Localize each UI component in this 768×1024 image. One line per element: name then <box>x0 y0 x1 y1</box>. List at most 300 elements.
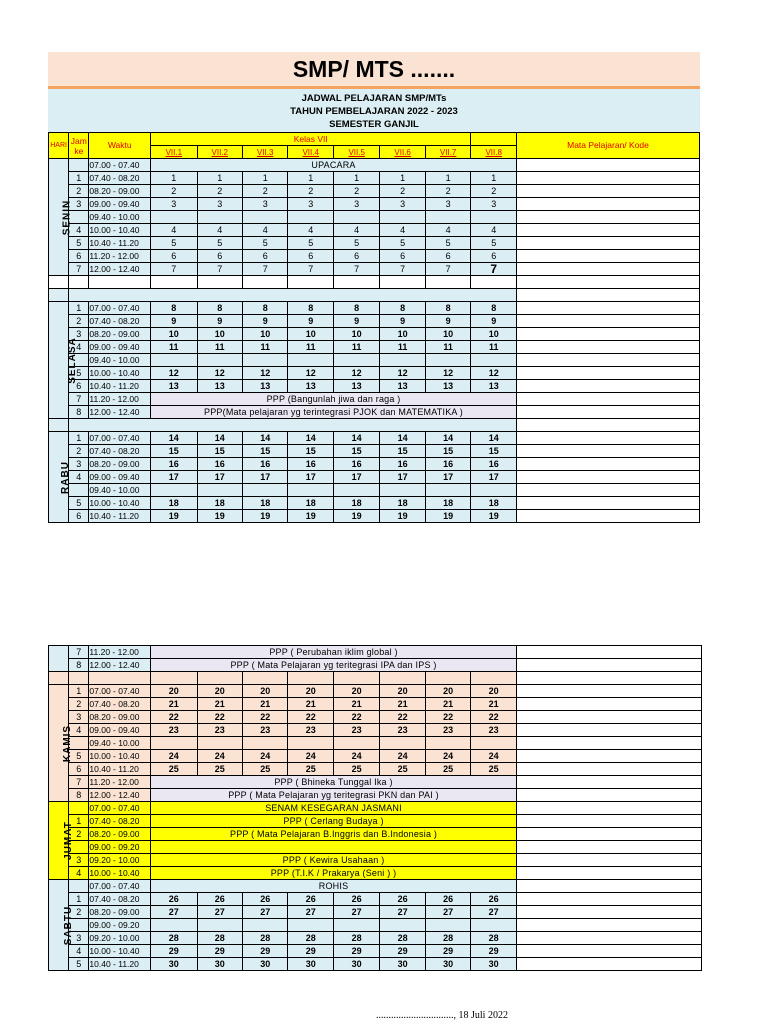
class-7-cell: 21 <box>425 698 470 711</box>
class-8-cell: 30 <box>471 958 517 971</box>
class-4-cell: 21 <box>288 698 333 711</box>
mapel-cell <box>517 380 700 393</box>
class-1-cell <box>151 484 197 497</box>
mapel-cell <box>517 159 700 172</box>
class-1-cell: 14 <box>151 432 197 445</box>
mapel-cell <box>517 276 700 289</box>
class-4-cell: 22 <box>288 711 333 724</box>
schedule-row <box>49 172 517 185</box>
class-5-cell: 17 <box>333 471 379 484</box>
mapel-row <box>517 185 700 198</box>
day-label-sabtu <box>49 880 75 971</box>
class-8-cell: 12 <box>471 367 517 380</box>
class-2-cell: 9 <box>197 315 242 328</box>
class-4-cell: 13 <box>288 380 333 393</box>
waktu-cell: 07.00 - 07.40 <box>89 159 151 172</box>
class-1-cell: 5 <box>151 237 197 250</box>
schedule-row <box>49 510 517 523</box>
class-1-cell: 7 <box>151 263 197 276</box>
waktu-cell: 10.40 - 11.20 <box>89 510 151 523</box>
waktu-cell: 08.20 - 09.00 <box>89 906 151 919</box>
day-text: KAMIS <box>62 724 74 762</box>
mapel-row <box>517 172 700 185</box>
mapel-row <box>517 263 700 276</box>
mapel-column-top <box>516 132 700 523</box>
class-6-cell: 9 <box>380 315 425 328</box>
jam-cell: 3 <box>69 458 89 471</box>
class-5-cell: 18 <box>333 497 379 510</box>
mapel-row <box>517 828 702 841</box>
mapel-cell <box>517 432 700 445</box>
class-4-cell: 3 <box>288 198 333 211</box>
class-1-cell <box>151 211 197 224</box>
class-8-cell: 20 <box>471 685 517 698</box>
header-class-2: VII.2 <box>197 146 242 159</box>
mapel-cell <box>517 698 702 711</box>
mapel-row <box>517 672 702 685</box>
jam-cell: 3 <box>69 328 89 341</box>
class-6-cell <box>380 737 425 750</box>
class-4-cell: 12 <box>288 367 333 380</box>
schedule-row <box>49 763 517 776</box>
class-8-cell <box>471 484 517 497</box>
class-4-cell: 16 <box>288 458 333 471</box>
activity-cell: ROHIS <box>151 880 517 893</box>
schedule-row <box>49 737 517 750</box>
class-7-cell <box>425 211 471 224</box>
mapel-cell <box>517 854 702 867</box>
mapel-row <box>517 867 702 880</box>
class-5-cell: 24 <box>333 750 379 763</box>
waktu-cell: 09.00 - 09.40 <box>89 724 151 737</box>
class-4-cell: 27 <box>288 906 333 919</box>
mapel-row <box>517 367 700 380</box>
mapel-cell <box>517 828 702 841</box>
class-3-cell: 5 <box>243 237 288 250</box>
activity-cell: PPP ( Bhineka Tunggal Ika ) <box>151 776 517 789</box>
waktu-cell: 08.20 - 09.00 <box>89 458 151 471</box>
mapel-row <box>517 237 700 250</box>
class-8-cell <box>471 737 517 750</box>
class-1-cell: 12 <box>151 367 197 380</box>
jam-cell: 5 <box>69 497 89 510</box>
mapel-row <box>517 406 700 419</box>
schedule-row <box>49 906 517 919</box>
mapel-row <box>517 750 702 763</box>
class-4-cell <box>288 919 333 932</box>
jam-cell: 6 <box>69 763 89 776</box>
day-label-selasa <box>49 302 78 419</box>
jam-cell: 1 <box>69 172 89 185</box>
mapel-row <box>517 763 702 776</box>
schedule-row <box>49 367 517 380</box>
waktu-cell: 10.00 - 10.40 <box>89 867 151 880</box>
mapel-cell <box>517 198 700 211</box>
waktu-cell: 09.00 - 09.20 <box>89 841 151 854</box>
schedule-row <box>49 211 517 224</box>
jam-cell: 3 <box>69 198 89 211</box>
class-1-cell: 4 <box>151 224 197 237</box>
class-3-cell: 3 <box>243 198 288 211</box>
jam-cell: 1 <box>69 893 89 906</box>
class-5-cell: 23 <box>333 724 379 737</box>
waktu-cell: 07.00 - 07.40 <box>89 802 151 815</box>
class-1-cell: 13 <box>151 380 197 393</box>
class-8-cell: 8 <box>471 302 517 315</box>
jam-cell: 5 <box>69 750 89 763</box>
class-2-cell <box>197 737 242 750</box>
mapel-cell <box>517 724 702 737</box>
day-label-jumat <box>49 802 74 880</box>
class-6-cell: 8 <box>380 302 425 315</box>
mapel-row <box>517 776 702 789</box>
gap-kamis-top <box>49 672 517 685</box>
class-3-cell <box>243 919 288 932</box>
class-1-cell: 2 <box>151 185 197 198</box>
waktu-cell: 09.00 - 09.40 <box>89 341 151 354</box>
jam-cell: 7 <box>69 393 89 406</box>
jam-cell: 3 <box>69 854 89 867</box>
class-1-cell: 16 <box>151 458 197 471</box>
mapel-cell <box>517 263 700 276</box>
class-7-cell: 25 <box>425 763 470 776</box>
class-4-cell: 28 <box>288 932 333 945</box>
class-1-cell: 6 <box>151 250 197 263</box>
class-6-cell: 15 <box>380 445 425 458</box>
class-2-cell: 4 <box>197 224 242 237</box>
class-1-cell <box>151 354 197 367</box>
class-5-cell: 14 <box>333 432 379 445</box>
class-1-cell: 24 <box>151 750 197 763</box>
class-1-cell: 30 <box>151 958 197 971</box>
class-8-cell: 14 <box>471 432 517 445</box>
class-3-cell: 8 <box>243 302 288 315</box>
class-7-cell: 7 <box>425 263 471 276</box>
class-2-cell: 6 <box>197 250 242 263</box>
mapel-row <box>517 471 700 484</box>
jam-cell: 7 <box>69 646 89 659</box>
header-class-8: VII.8 <box>471 146 517 159</box>
gap-rabu-top <box>49 419 517 432</box>
class-2-cell: 29 <box>197 945 242 958</box>
class-8-cell: 1 <box>471 172 517 185</box>
class-4-cell: 24 <box>288 750 333 763</box>
class-2-cell: 20 <box>197 685 242 698</box>
jam-cell: 2 <box>69 315 89 328</box>
day-text: SELASA <box>66 336 78 384</box>
day-label-senin <box>49 159 73 276</box>
class-2-cell: 18 <box>197 497 242 510</box>
jam-cell: 8 <box>69 659 89 672</box>
class-5-cell: 16 <box>333 458 379 471</box>
class-2-cell: 16 <box>197 458 242 471</box>
class-6-cell: 7 <box>380 263 425 276</box>
class-1-cell: 18 <box>151 497 197 510</box>
class-8-cell: 23 <box>471 724 517 737</box>
class-7-cell: 10 <box>425 328 471 341</box>
class-4-cell: 4 <box>288 224 333 237</box>
class-1-cell: 1 <box>151 172 197 185</box>
schedule-row <box>49 185 517 198</box>
class-8-cell <box>471 211 517 224</box>
class-3-cell: 11 <box>243 341 288 354</box>
class-3-cell: 19 <box>243 510 288 523</box>
jam-cell: 2 <box>69 445 89 458</box>
class-2-cell: 3 <box>197 198 242 211</box>
waktu-cell: 07.40 - 08.20 <box>89 698 151 711</box>
mapel-row <box>517 276 700 289</box>
class-7-cell: 3 <box>425 198 471 211</box>
mapel-row <box>517 737 702 750</box>
class-8-cell <box>471 354 517 367</box>
class-1-cell: 9 <box>151 315 197 328</box>
schedule-row <box>49 841 517 854</box>
jam-cell: 6 <box>69 380 89 393</box>
class-4-cell: 15 <box>288 445 333 458</box>
mapel-cell <box>517 315 700 328</box>
class-7-cell: 6 <box>425 250 471 263</box>
class-6-cell: 26 <box>380 893 425 906</box>
jam-cell: 6 <box>69 510 89 523</box>
class-2-cell: 27 <box>197 906 242 919</box>
class-2-cell: 17 <box>197 471 242 484</box>
mapel-cell <box>517 471 700 484</box>
class-4-cell: 9 <box>288 315 333 328</box>
schedule-row <box>49 445 517 458</box>
class-5-cell: 30 <box>333 958 379 971</box>
class-8-cell: 22 <box>471 711 517 724</box>
class-5-cell: 21 <box>333 698 379 711</box>
class-5-cell <box>333 484 379 497</box>
class-8-cell: 2 <box>471 185 517 198</box>
class-2-cell: 10 <box>197 328 242 341</box>
day-label-kamis <box>49 685 74 802</box>
mapel-row <box>517 789 702 802</box>
class-1-cell <box>151 737 197 750</box>
class-3-cell: 30 <box>243 958 288 971</box>
class-2-cell: 19 <box>197 510 242 523</box>
schedule-row <box>49 302 517 315</box>
activity-cell: PPP ( Mata Pelajaran yg teritegrasi PKN dan PAI ) <box>151 789 517 802</box>
waktu-cell: 11.20 - 12.00 <box>89 393 151 406</box>
waktu-cell: 09.00 - 09.20 <box>89 919 151 932</box>
schedule-row <box>49 698 517 711</box>
schedule-row <box>49 224 517 237</box>
class-8-cell <box>471 919 517 932</box>
mapel-cell <box>517 919 702 932</box>
class-5-cell <box>333 919 379 932</box>
activity-cell: PPP ( Kewira Usahaan ) <box>151 854 517 867</box>
class-3-cell: 25 <box>243 763 288 776</box>
activity-cell: UPACARA <box>151 159 517 172</box>
class-5-cell: 7 <box>333 263 379 276</box>
mapel-cell <box>517 737 702 750</box>
class-4-cell: 11 <box>288 341 333 354</box>
class-6-cell: 23 <box>380 724 425 737</box>
class-7-cell: 1 <box>425 172 471 185</box>
mapel-cell <box>517 289 700 302</box>
class-5-cell: 12 <box>333 367 379 380</box>
class-4-cell: 25 <box>288 763 333 776</box>
mapel-cell <box>517 445 700 458</box>
schedule-row <box>49 250 517 263</box>
class-6-cell: 22 <box>380 711 425 724</box>
waktu-cell: 07.00 - 07.40 <box>89 302 151 315</box>
mapel-row <box>517 711 702 724</box>
class-3-cell <box>243 737 288 750</box>
activity-cell: PPP(Mata pelajaran yg terintegrasi PJOK dan MATEMATIKA ) <box>151 406 517 419</box>
mapel-cell <box>517 172 700 185</box>
class-3-cell: 28 <box>243 932 288 945</box>
day-text: JUMAT <box>62 821 74 860</box>
activity-cell: PPP ( Perubahan iklim global ) <box>151 646 517 659</box>
class-8-cell: 5 <box>471 237 517 250</box>
mapel-cell <box>517 685 702 698</box>
class-8-cell: 6 <box>471 250 517 263</box>
class-6-cell: 10 <box>380 328 425 341</box>
mapel-row <box>517 841 702 854</box>
waktu-cell: 10.00 - 10.40 <box>89 750 151 763</box>
waktu-cell: 10.00 - 10.40 <box>89 224 151 237</box>
mapel-cell <box>517 497 700 510</box>
mapel-row <box>517 802 702 815</box>
waktu-cell: 11.20 - 12.00 <box>89 250 151 263</box>
class-1-cell: 23 <box>151 724 197 737</box>
class-4-cell: 7 <box>288 263 333 276</box>
schedule-row <box>49 328 517 341</box>
waktu-cell: 07.00 - 07.40 <box>89 880 151 893</box>
schedule-row <box>49 659 517 672</box>
waktu-cell: 12.00 - 12.40 <box>89 263 151 276</box>
class-1-cell <box>151 919 197 932</box>
class-6-cell: 29 <box>380 945 425 958</box>
class-6-cell: 21 <box>380 698 425 711</box>
class-1-cell: 27 <box>151 906 197 919</box>
class-1-cell: 3 <box>151 198 197 211</box>
class-2-cell <box>197 211 242 224</box>
mapel-row <box>517 497 700 510</box>
class-2-cell: 8 <box>197 302 242 315</box>
class-2-cell: 1 <box>197 172 242 185</box>
mapel-cell <box>517 367 700 380</box>
class-7-cell: 19 <box>425 510 471 523</box>
waktu-cell: 09.20 - 10.00 <box>89 932 151 945</box>
class-3-cell: 26 <box>243 893 288 906</box>
class-4-cell: 10 <box>288 328 333 341</box>
class-3-cell: 15 <box>243 445 288 458</box>
header-class-6: VII.6 <box>380 146 425 159</box>
waktu-cell: 07.40 - 08.20 <box>89 315 151 328</box>
waktu-cell: 09.40 - 10.00 <box>89 484 151 497</box>
class-6-cell: 3 <box>380 198 425 211</box>
class-6-cell: 12 <box>380 367 425 380</box>
class-6-cell: 14 <box>380 432 425 445</box>
waktu-cell: 10.00 - 10.40 <box>89 945 151 958</box>
class-2-cell <box>197 354 242 367</box>
class-5-cell: 10 <box>333 328 379 341</box>
mapel-row <box>517 302 700 315</box>
waktu-cell: 10.00 - 10.40 <box>89 497 151 510</box>
class-3-cell: 24 <box>243 750 288 763</box>
class-3-cell: 9 <box>243 315 288 328</box>
jam-cell: 4 <box>69 224 89 237</box>
mapel-cell <box>517 237 700 250</box>
subtitle-line-2: TAHUN PEMBELAJARAN 2022 - 2023 <box>290 106 458 117</box>
class-6-cell: 28 <box>380 932 425 945</box>
class-3-cell <box>243 211 288 224</box>
header-hari: HARI <box>49 133 69 159</box>
mapel-cell <box>517 341 700 354</box>
waktu-cell: 11.20 - 12.00 <box>89 646 151 659</box>
mapel-cell <box>517 867 702 880</box>
waktu-cell: 10.40 - 11.20 <box>89 958 151 971</box>
waktu-cell: 07.40 - 08.20 <box>89 172 151 185</box>
mapel-cell <box>517 224 700 237</box>
class-3-cell: 20 <box>243 685 288 698</box>
waktu-cell: 10.00 - 10.40 <box>89 367 151 380</box>
class-5-cell: 6 <box>333 250 379 263</box>
class-6-cell: 4 <box>380 224 425 237</box>
schedule-row <box>49 867 517 880</box>
mapel-row <box>517 510 700 523</box>
schedule-row <box>49 237 517 250</box>
class-2-cell: 30 <box>197 958 242 971</box>
class-3-cell: 7 <box>243 263 288 276</box>
class-8-cell: 9 <box>471 315 517 328</box>
mapel-row <box>517 354 700 367</box>
schedule-row <box>49 945 517 958</box>
jam-cell <box>69 484 89 497</box>
gap-selasa-top <box>49 289 517 302</box>
waktu-cell: 09.20 - 10.00 <box>89 854 151 867</box>
day-text: RABU <box>59 460 71 494</box>
class-5-cell: 8 <box>333 302 379 315</box>
class-2-cell: 15 <box>197 445 242 458</box>
class-6-cell: 19 <box>380 510 425 523</box>
class-7-cell: 12 <box>425 367 471 380</box>
header-class-4: VII.4 <box>288 146 333 159</box>
jam-cell: 8 <box>69 406 89 419</box>
header-class-1: VII.1 <box>151 146 197 159</box>
class-1-cell: 21 <box>151 698 197 711</box>
mapel-row <box>517 393 700 406</box>
header-kelas: Kelas VII <box>151 133 471 146</box>
class-6-cell: 18 <box>380 497 425 510</box>
class-6-cell: 16 <box>380 458 425 471</box>
activity-cell <box>151 841 517 854</box>
class-7-cell: 26 <box>425 893 470 906</box>
schedule-row <box>49 919 517 932</box>
class-2-cell: 7 <box>197 263 242 276</box>
mapel-cell <box>517 815 702 828</box>
class-5-cell: 27 <box>333 906 379 919</box>
class-5-cell: 4 <box>333 224 379 237</box>
waktu-cell: 09.40 - 10.00 <box>89 737 151 750</box>
waktu-cell: 08.20 - 09.00 <box>89 185 151 198</box>
header-class-3: VII.3 <box>243 146 288 159</box>
jam-cell: 7 <box>69 776 89 789</box>
jam-cell: 1 <box>69 432 89 445</box>
activity-cell: PPP ( Mata Pelajaran B.Inggris dan B.Indonesia ) <box>151 828 517 841</box>
jam-cell <box>69 159 89 172</box>
class-5-cell: 29 <box>333 945 379 958</box>
waktu-cell: 10.40 - 11.20 <box>89 763 151 776</box>
class-7-cell <box>425 919 470 932</box>
class-3-cell: 4 <box>243 224 288 237</box>
class-8-cell: 28 <box>471 932 517 945</box>
mapel-cell <box>517 932 702 945</box>
jam-cell: 1 <box>69 685 89 698</box>
